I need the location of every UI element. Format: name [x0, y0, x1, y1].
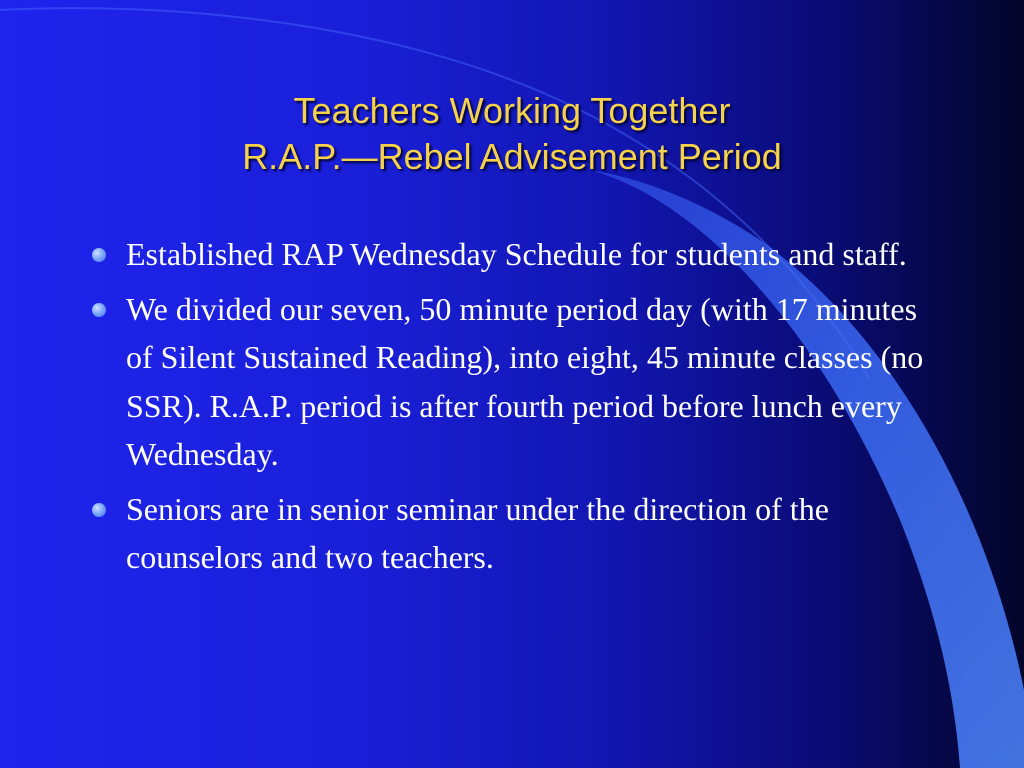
bullet-list [92, 230, 942, 588]
bullet-text: Established RAP Wednesday Schedule for students and staff. [126, 236, 907, 272]
slide-title [112, 88, 912, 180]
bullet-item [92, 230, 942, 279]
bullet-text: Seniors are in senior seminar under the direction of the counselors and two teachers. [126, 490, 829, 575]
bullet-dot-icon [92, 503, 106, 517]
title-line-1: Teachers Working Together [293, 90, 731, 131]
bullet-dot-icon [92, 303, 106, 317]
bullet-dot-icon [92, 248, 106, 262]
title-line-2: R.A.P.—Rebel Advisement Period [242, 136, 782, 177]
bullet-text: We divided our seven, 50 minute period day (with 17 minutes of Silent Sustained Reading), into eight, 45 minute classes (no SSR). R.A.P. period is after fourth period before lunch every Wednesday. [126, 290, 924, 472]
bullet-item [92, 285, 942, 479]
bullet-item [92, 485, 942, 582]
